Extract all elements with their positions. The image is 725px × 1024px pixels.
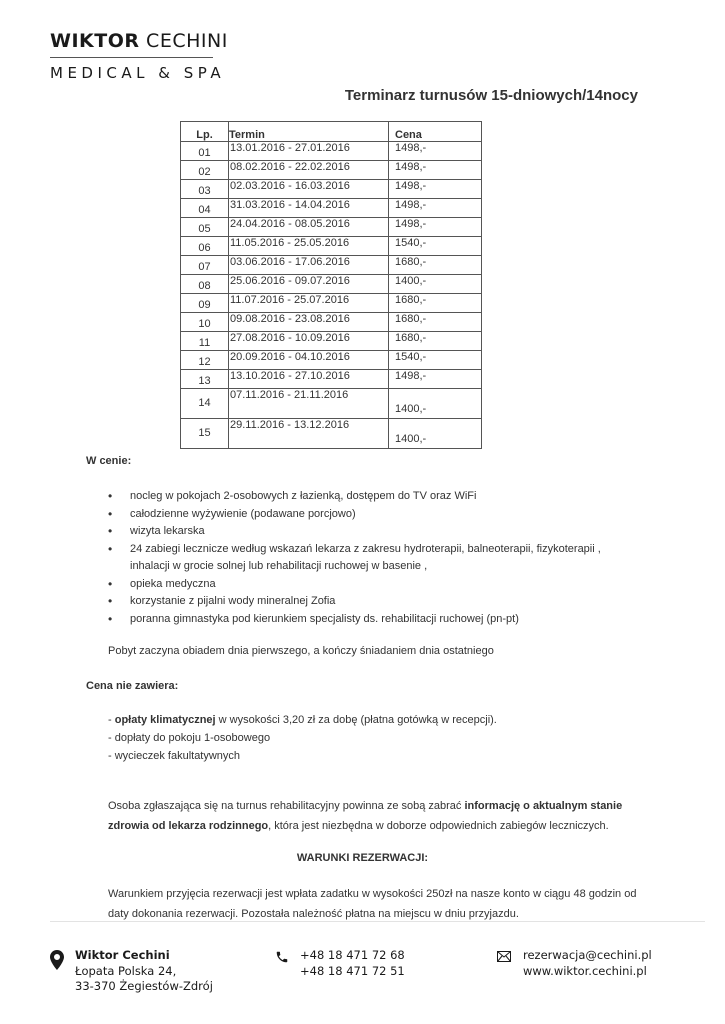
reservation-heading: WARUNKI REZERWACJI: (296, 852, 429, 864)
row-term (229, 389, 389, 419)
row-lp: 13 (181, 370, 229, 389)
location-pin-icon (50, 950, 64, 975)
row-price (389, 351, 482, 370)
row-term (229, 351, 389, 370)
table-body (181, 142, 482, 449)
row-price (389, 256, 482, 275)
row-term (229, 237, 389, 256)
row-price-text: 1498,- (395, 161, 427, 173)
row-price-text: 1680,- (395, 294, 427, 306)
health-note (108, 796, 648, 836)
row-price-text: 1680,- (395, 332, 427, 344)
table-header-row (181, 122, 482, 142)
table-row (181, 275, 482, 294)
reservation-text: Warunkiem przyjęcia rezerwacji jest wpłata zadatku w wysokości 250zł na nasze konto w ciągu 48 godzin od daty dokonania rezerwacji. Pozostała należność płatna na miejscu w dniu przyjazdu. (108, 888, 637, 920)
row-lp: 01 (181, 142, 229, 161)
excluded-item: - dopłaty do pokoju 1-osobowego (108, 732, 271, 744)
row-price (389, 294, 482, 313)
header-lp: Lp. (181, 122, 229, 142)
list-item: • nocleg w pokojach 2-osobowych z łazienką, dostępem do TV oraz WiFi (108, 488, 668, 506)
row-price (389, 370, 482, 389)
footer-phones (275, 948, 405, 979)
excluded-item-prefix: - (108, 714, 115, 726)
row-term (229, 142, 389, 161)
list-item: • opieka medyczna (108, 576, 668, 594)
list-item: • korzystanie z pijalni wody mineralnej Zofia (108, 593, 668, 611)
row-price (389, 199, 482, 218)
row-price-text: 1400,- (395, 433, 427, 445)
row-price (389, 180, 482, 199)
footer-company-name: Wiktor Cechini (75, 948, 170, 962)
row-price (389, 332, 482, 351)
row-lp: 11 (181, 332, 229, 351)
row-price-text: 1498,- (395, 180, 427, 192)
row-lp: 05 (181, 218, 229, 237)
row-price (389, 313, 482, 332)
row-term (229, 294, 389, 313)
table-row (181, 199, 482, 218)
row-price (389, 419, 482, 449)
row-lp: 07 (181, 256, 229, 275)
footer-divider (50, 921, 705, 922)
row-term-text: 02.03.2016 - 16.03.2016 (230, 180, 350, 192)
table-row (181, 161, 482, 180)
included-heading: W cenie: (86, 455, 132, 467)
footer-city: 33-370 Żegiestów-Zdrój (75, 979, 213, 993)
included-list (108, 488, 668, 628)
row-term-text: 13.10.2016 - 27.10.2016 (230, 370, 350, 382)
row-term (229, 180, 389, 199)
row-price-text: 1498,- (395, 142, 427, 154)
health-note-text-end: , która jest niezbędna w doborze odpowiednich zabiegów leczniczych. (268, 820, 609, 832)
row-price-text: 1680,- (395, 313, 427, 325)
list-item: • wizyta lekarska (108, 523, 668, 541)
footer-street: Łopata Polska 24, (75, 963, 177, 978)
row-term (229, 313, 389, 332)
table-row (181, 313, 482, 332)
row-lp: 06 (181, 237, 229, 256)
row-term-text: 20.09.2016 - 04.10.2016 (230, 351, 350, 363)
list-item: • 24 zabiegi lecznicze według wskazań lekarza z zakresu hydroterapii, balneoterapii, fizykoterapii , (108, 541, 668, 559)
row-price-text: 1540,- (395, 237, 427, 249)
row-term-text: 24.04.2016 - 08.05.2016 (230, 218, 350, 230)
row-term (229, 161, 389, 180)
row-term-text: 08.02.2016 - 22.02.2016 (230, 161, 350, 173)
envelope-icon (497, 951, 511, 967)
list-item: inhalacji w grocie solnej lub rehabilitacji ruchowej w basenie , (130, 560, 428, 572)
table-row (181, 180, 482, 199)
table-row (181, 256, 482, 275)
health-note-bold: informację o aktualnym stanie zdrowia od lekarza rodzinnego (108, 800, 623, 832)
table-row (181, 419, 482, 449)
logo-divider (50, 57, 213, 58)
footer-address (50, 948, 213, 995)
table-row (181, 332, 482, 351)
excluded-heading: Cena nie zawiera: (86, 680, 179, 692)
excluded-item (108, 714, 497, 726)
phone-icon (275, 950, 289, 969)
row-price (389, 161, 482, 180)
row-price (389, 218, 482, 237)
footer-phone-1[interactable]: +48 18 471 72 68 (300, 948, 405, 962)
row-price-text: 1540,- (395, 351, 427, 363)
table-row (181, 351, 482, 370)
row-price-text: 1498,- (395, 370, 427, 382)
logo-brand (50, 30, 228, 52)
footer-phone-2[interactable]: +48 18 471 72 51 (300, 963, 405, 978)
row-price (389, 275, 482, 294)
table-row (181, 389, 482, 419)
table-row (181, 142, 482, 161)
row-price (389, 142, 482, 161)
row-term-text: 09.08.2016 - 23.08.2016 (230, 313, 350, 325)
row-term (229, 218, 389, 237)
header-term: Termin (229, 122, 389, 142)
row-term-text: 25.06.2016 - 09.07.2016 (230, 275, 350, 287)
row-term-text: 11.07.2016 - 25.07.2016 (230, 294, 350, 306)
row-lp: 04 (181, 199, 229, 218)
row-lp: 10 (181, 313, 229, 332)
row-price (389, 389, 482, 419)
row-term (229, 332, 389, 351)
footer-website[interactable]: www.wiktor.cechini.pl (523, 963, 647, 978)
row-lp: 02 (181, 161, 229, 180)
row-term-text: 31.03.2016 - 14.04.2016 (230, 199, 350, 211)
row-price (389, 237, 482, 256)
logo (50, 30, 228, 82)
logo-brand-rest: CECHINI (146, 30, 228, 52)
turnus-table (180, 121, 482, 449)
row-lp: 09 (181, 294, 229, 313)
row-term-text: 13.01.2016 - 27.01.2016 (230, 142, 350, 154)
logo-brand-bold: WIKTOR (50, 30, 140, 52)
row-term-text: 07.11.2016 - 21.11.2016 (230, 389, 349, 401)
row-price-text: 1498,- (395, 199, 427, 211)
table-row (181, 237, 482, 256)
logo-subtitle: MEDICAL & SPA (50, 64, 226, 82)
header-price: Cena (389, 122, 482, 142)
table-row (181, 294, 482, 313)
row-price-text: 1400,- (395, 403, 427, 415)
row-price-text: 1498,- (395, 218, 427, 230)
row-term (229, 419, 389, 449)
list-item: • całodzienne wyżywienie (podawane porcjowo) (108, 506, 668, 524)
row-term (229, 256, 389, 275)
footer-contact (497, 948, 652, 979)
row-lp: 08 (181, 275, 229, 294)
row-lp: 03 (181, 180, 229, 199)
table-row (181, 370, 482, 389)
row-price-text: 1400,- (395, 275, 427, 287)
list-item: • poranna gimnastyka pod kierunkiem specjalisty ds. rehabilitacji ruchowej (pn-pt) (108, 611, 668, 629)
row-term (229, 275, 389, 294)
excluded-item-bold: opłaty klimatycznej (114, 714, 216, 726)
row-term (229, 199, 389, 218)
row-term (229, 370, 389, 389)
row-price-text: 1680,- (395, 256, 427, 268)
row-term-text: 29.11.2016 - 13.12.2016 (230, 419, 350, 431)
page-title: Terminarz turnusów 15-dniowych/14nocy (344, 87, 638, 104)
row-lp: 15 (181, 419, 229, 449)
row-term-text: 27.08.2016 - 10.09.2016 (230, 332, 350, 344)
row-lp: 14 (181, 389, 229, 419)
excluded-item: - wycieczek fakultatywnych (108, 750, 241, 762)
stay-note: Pobyt zaczyna obiadem dnia pierwszego, a kończy śniadaniem dnia ostatniego (108, 645, 494, 657)
table-row (181, 218, 482, 237)
health-note-text: Osoba zgłaszająca się na turnus rehabilitacyjny powinna ze sobą zabrać (108, 800, 465, 812)
row-term-text: 11.05.2016 - 25.05.2016 (230, 237, 350, 249)
row-term-text: 03.06.2016 - 17.06.2016 (230, 256, 350, 268)
footer-email[interactable]: rezerwacja@cechini.pl (523, 948, 652, 962)
row-lp: 12 (181, 351, 229, 370)
excluded-item-rest: w wysokości 3,20 zł za dobę (płatna gotówką w recepcji). (215, 714, 497, 726)
